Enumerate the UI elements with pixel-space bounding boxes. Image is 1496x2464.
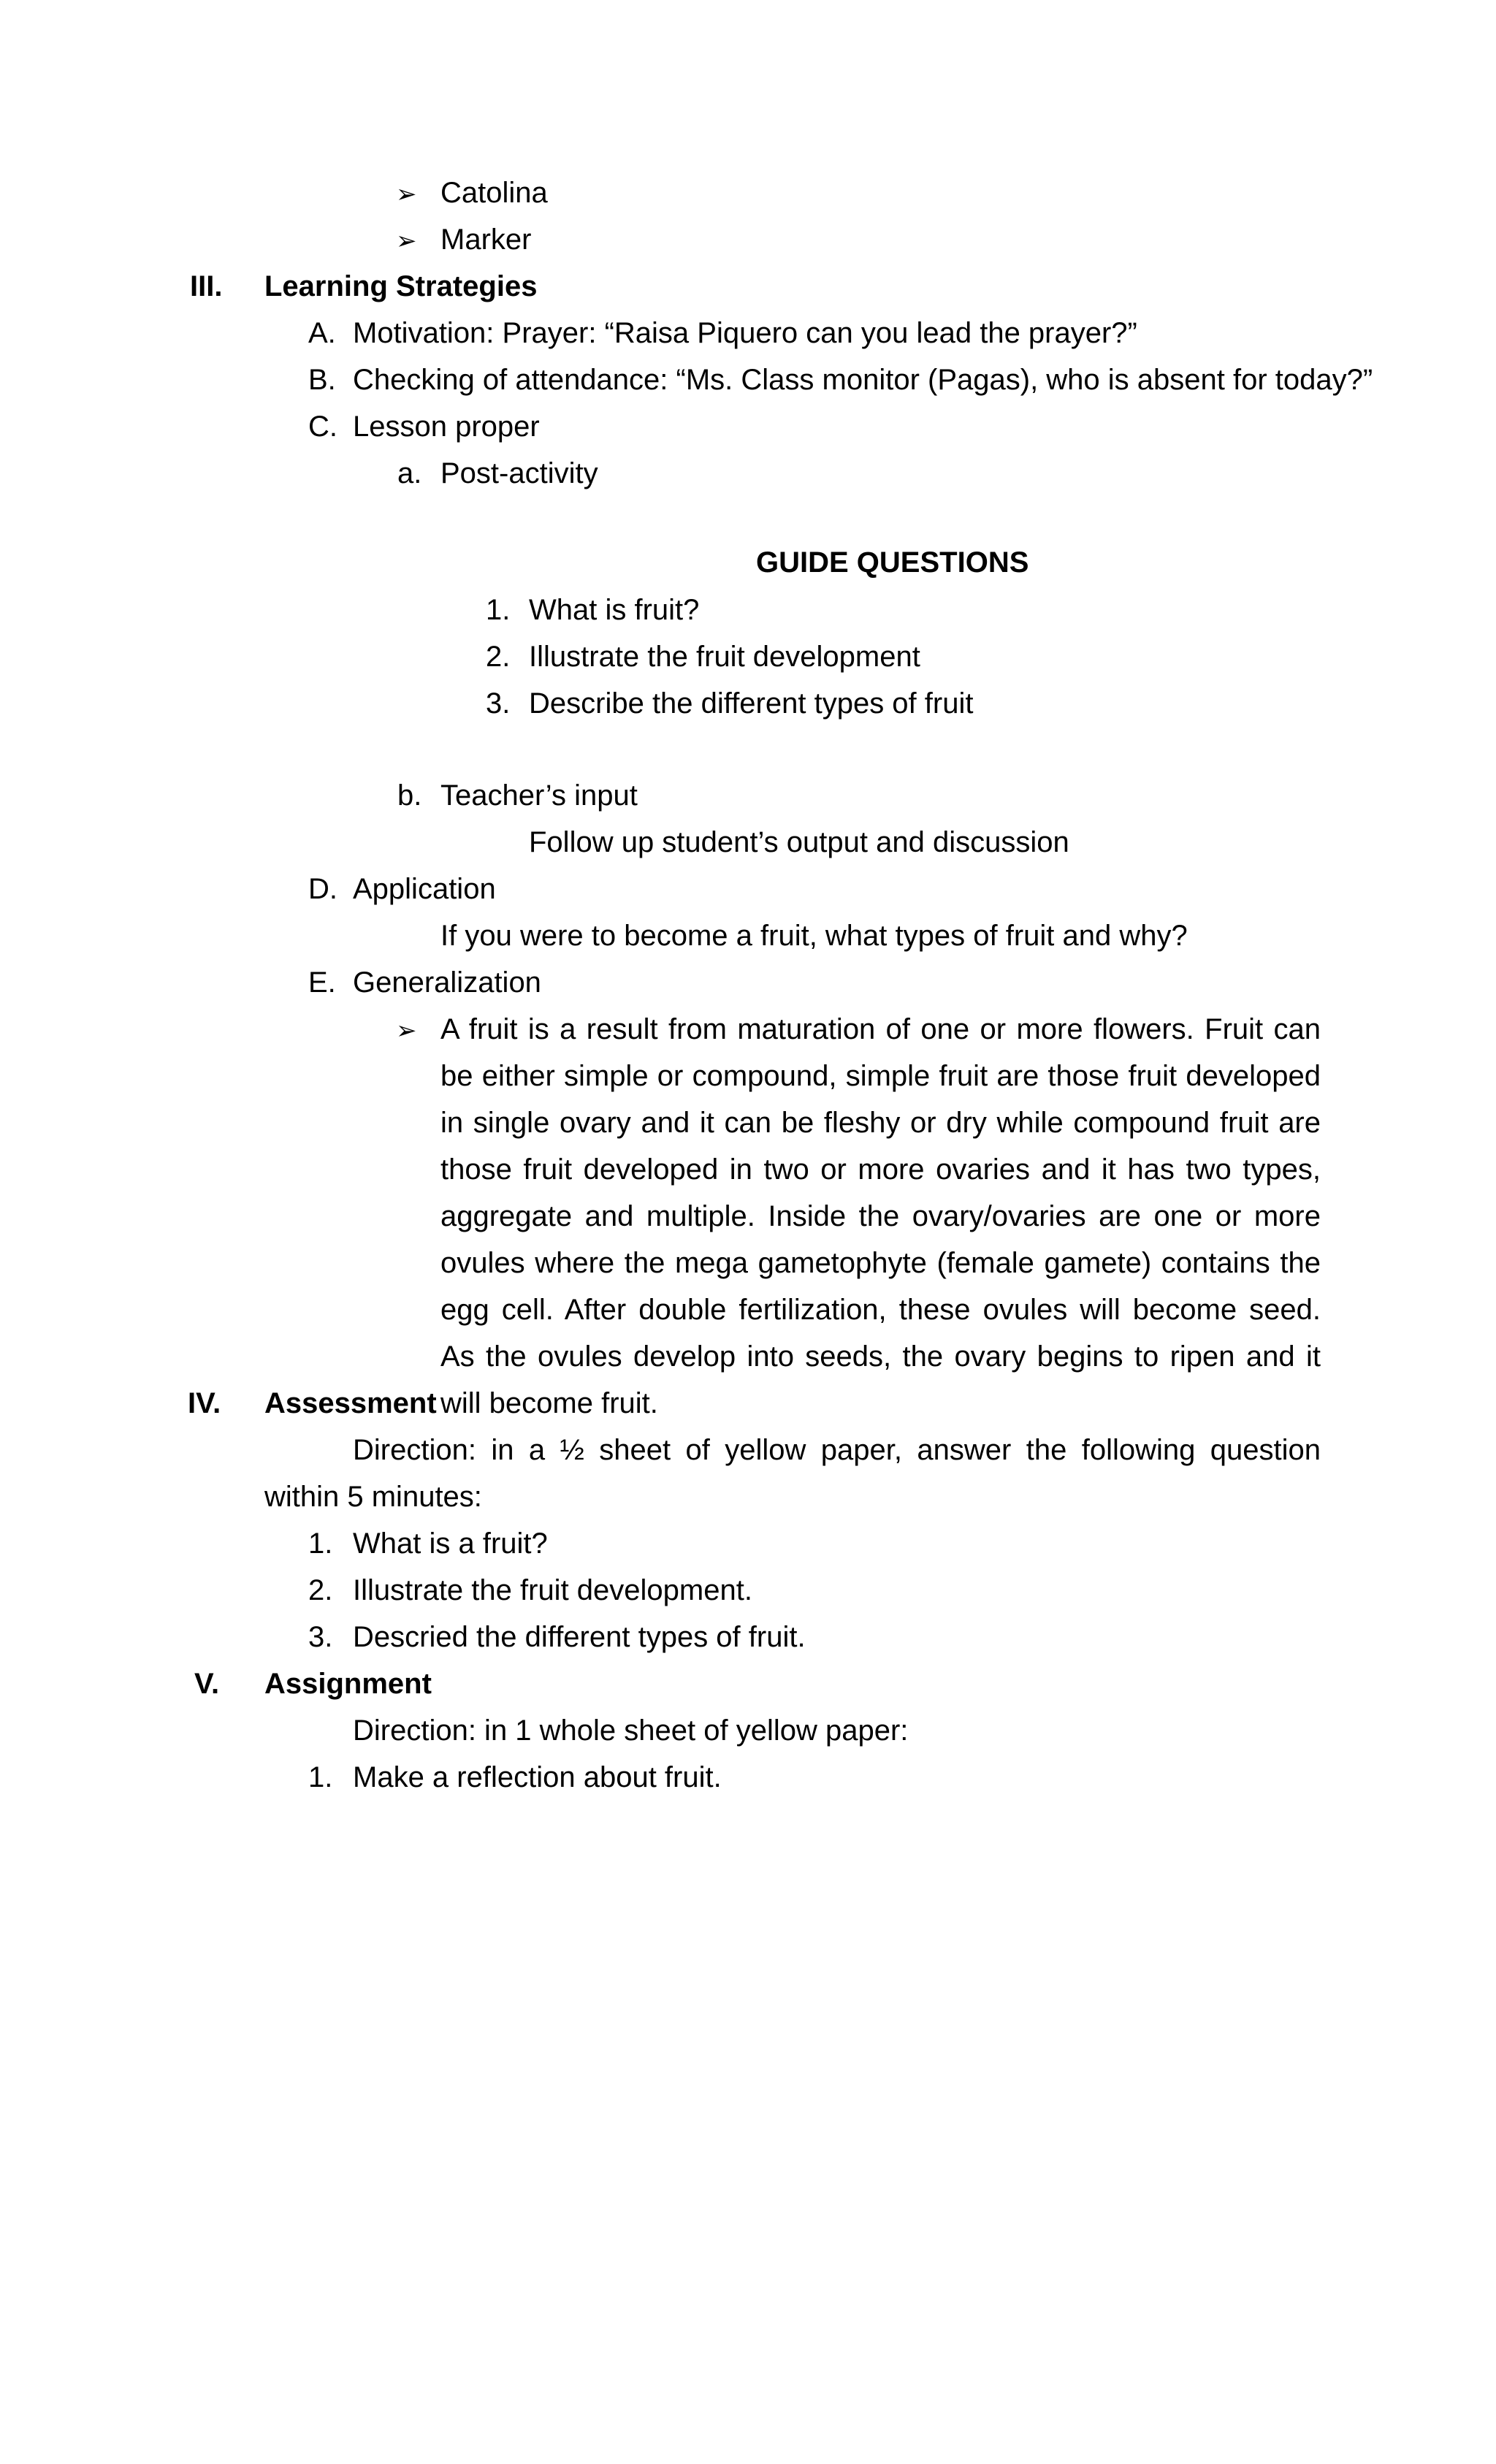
assignment-item: Make a reflection about fruit. <box>353 1761 722 1793</box>
material-item: Marker <box>440 224 532 256</box>
arrow-right-bullet-icon: ➢ <box>396 226 417 256</box>
assessment-item: What is a fruit? <box>353 1527 548 1560</box>
list-item-text: Lesson proper <box>353 411 540 443</box>
arrow-right-bullet-icon: ➢ <box>396 1016 417 1045</box>
question-text: Illustrate the fruit development <box>529 641 920 673</box>
list-letter: B. <box>308 364 336 396</box>
list-letter: C. <box>308 411 337 443</box>
list-letter: b. <box>397 779 422 812</box>
teacher-note: Follow up student’s output and discussion <box>529 826 1069 858</box>
list-item-text: Teacher’s input <box>440 779 638 812</box>
question-text: Describe the different types of fruit <box>529 687 974 720</box>
list-item-text: Generalization <box>353 966 541 999</box>
question-number: 1. <box>486 594 511 626</box>
generalization-paragraph: A fruit is a result from maturation of one or more flowers. Fruit can be either simple or compound, simple fruit are those fruit developed in single ovary and it can be fleshy or dry while compound fruit are those fruit developed in two or more ovaries and it has two types, aggregate and multiple. Inside the ovary/ovaries are one or more ovules where the mega gametophyte (female gamete) contains the egg cell. After double fertilization, these ovules will become seed. As the ovules develop into seeds, the ovary begins to ripen and it will become fruit. <box>440 1013 1321 1419</box>
assessment-item: Descried the different types of fruit. <box>353 1621 806 1653</box>
section-title: Assignment <box>264 1668 432 1700</box>
list-letter: a. <box>397 457 422 489</box>
list-item-text: Motivation: Prayer: “Raisa Piquero can you lead the prayer?” <box>353 317 1137 349</box>
assessment-item: Illustrate the fruit development. <box>353 1574 752 1606</box>
material-item: Catolina <box>440 177 548 209</box>
question-text: What is fruit? <box>529 594 700 626</box>
assignment-direction: Direction: in 1 whole sheet of yellow paper: <box>353 1714 909 1747</box>
section-title: Learning Strategies <box>264 270 538 302</box>
application-question: If you were to become a fruit, what types of fruit and why? <box>440 920 1188 952</box>
section-title: Assessment <box>264 1387 437 1419</box>
question-number: 2. <box>486 641 511 673</box>
section-numeral: III. <box>190 270 223 302</box>
list-letter: E. <box>308 966 336 999</box>
question-number: 3. <box>486 687 511 720</box>
list-letter: A. <box>308 317 336 349</box>
section-numeral: V. <box>194 1668 220 1700</box>
assessment-number: 2. <box>308 1574 333 1606</box>
list-item-text: Post-activity <box>440 457 598 489</box>
section-numeral: IV. <box>188 1387 221 1419</box>
guide-questions-title: GUIDE QUESTIONS <box>756 546 1029 579</box>
assessment-number: 1. <box>308 1527 333 1560</box>
list-item-text: Application <box>353 873 496 905</box>
assessment-number: 3. <box>308 1621 333 1653</box>
assessment-direction: Direction: in a ½ sheet of yellow paper, answer the following question within 5 minutes: <box>264 1434 1321 1513</box>
list-letter: D. <box>308 873 337 905</box>
arrow-right-bullet-icon: ➢ <box>396 180 417 209</box>
assignment-number: 1. <box>308 1761 333 1793</box>
list-item-text: Checking of attendance: “Ms. Class monitor (Pagas), who is absent for today?” <box>353 364 1373 396</box>
